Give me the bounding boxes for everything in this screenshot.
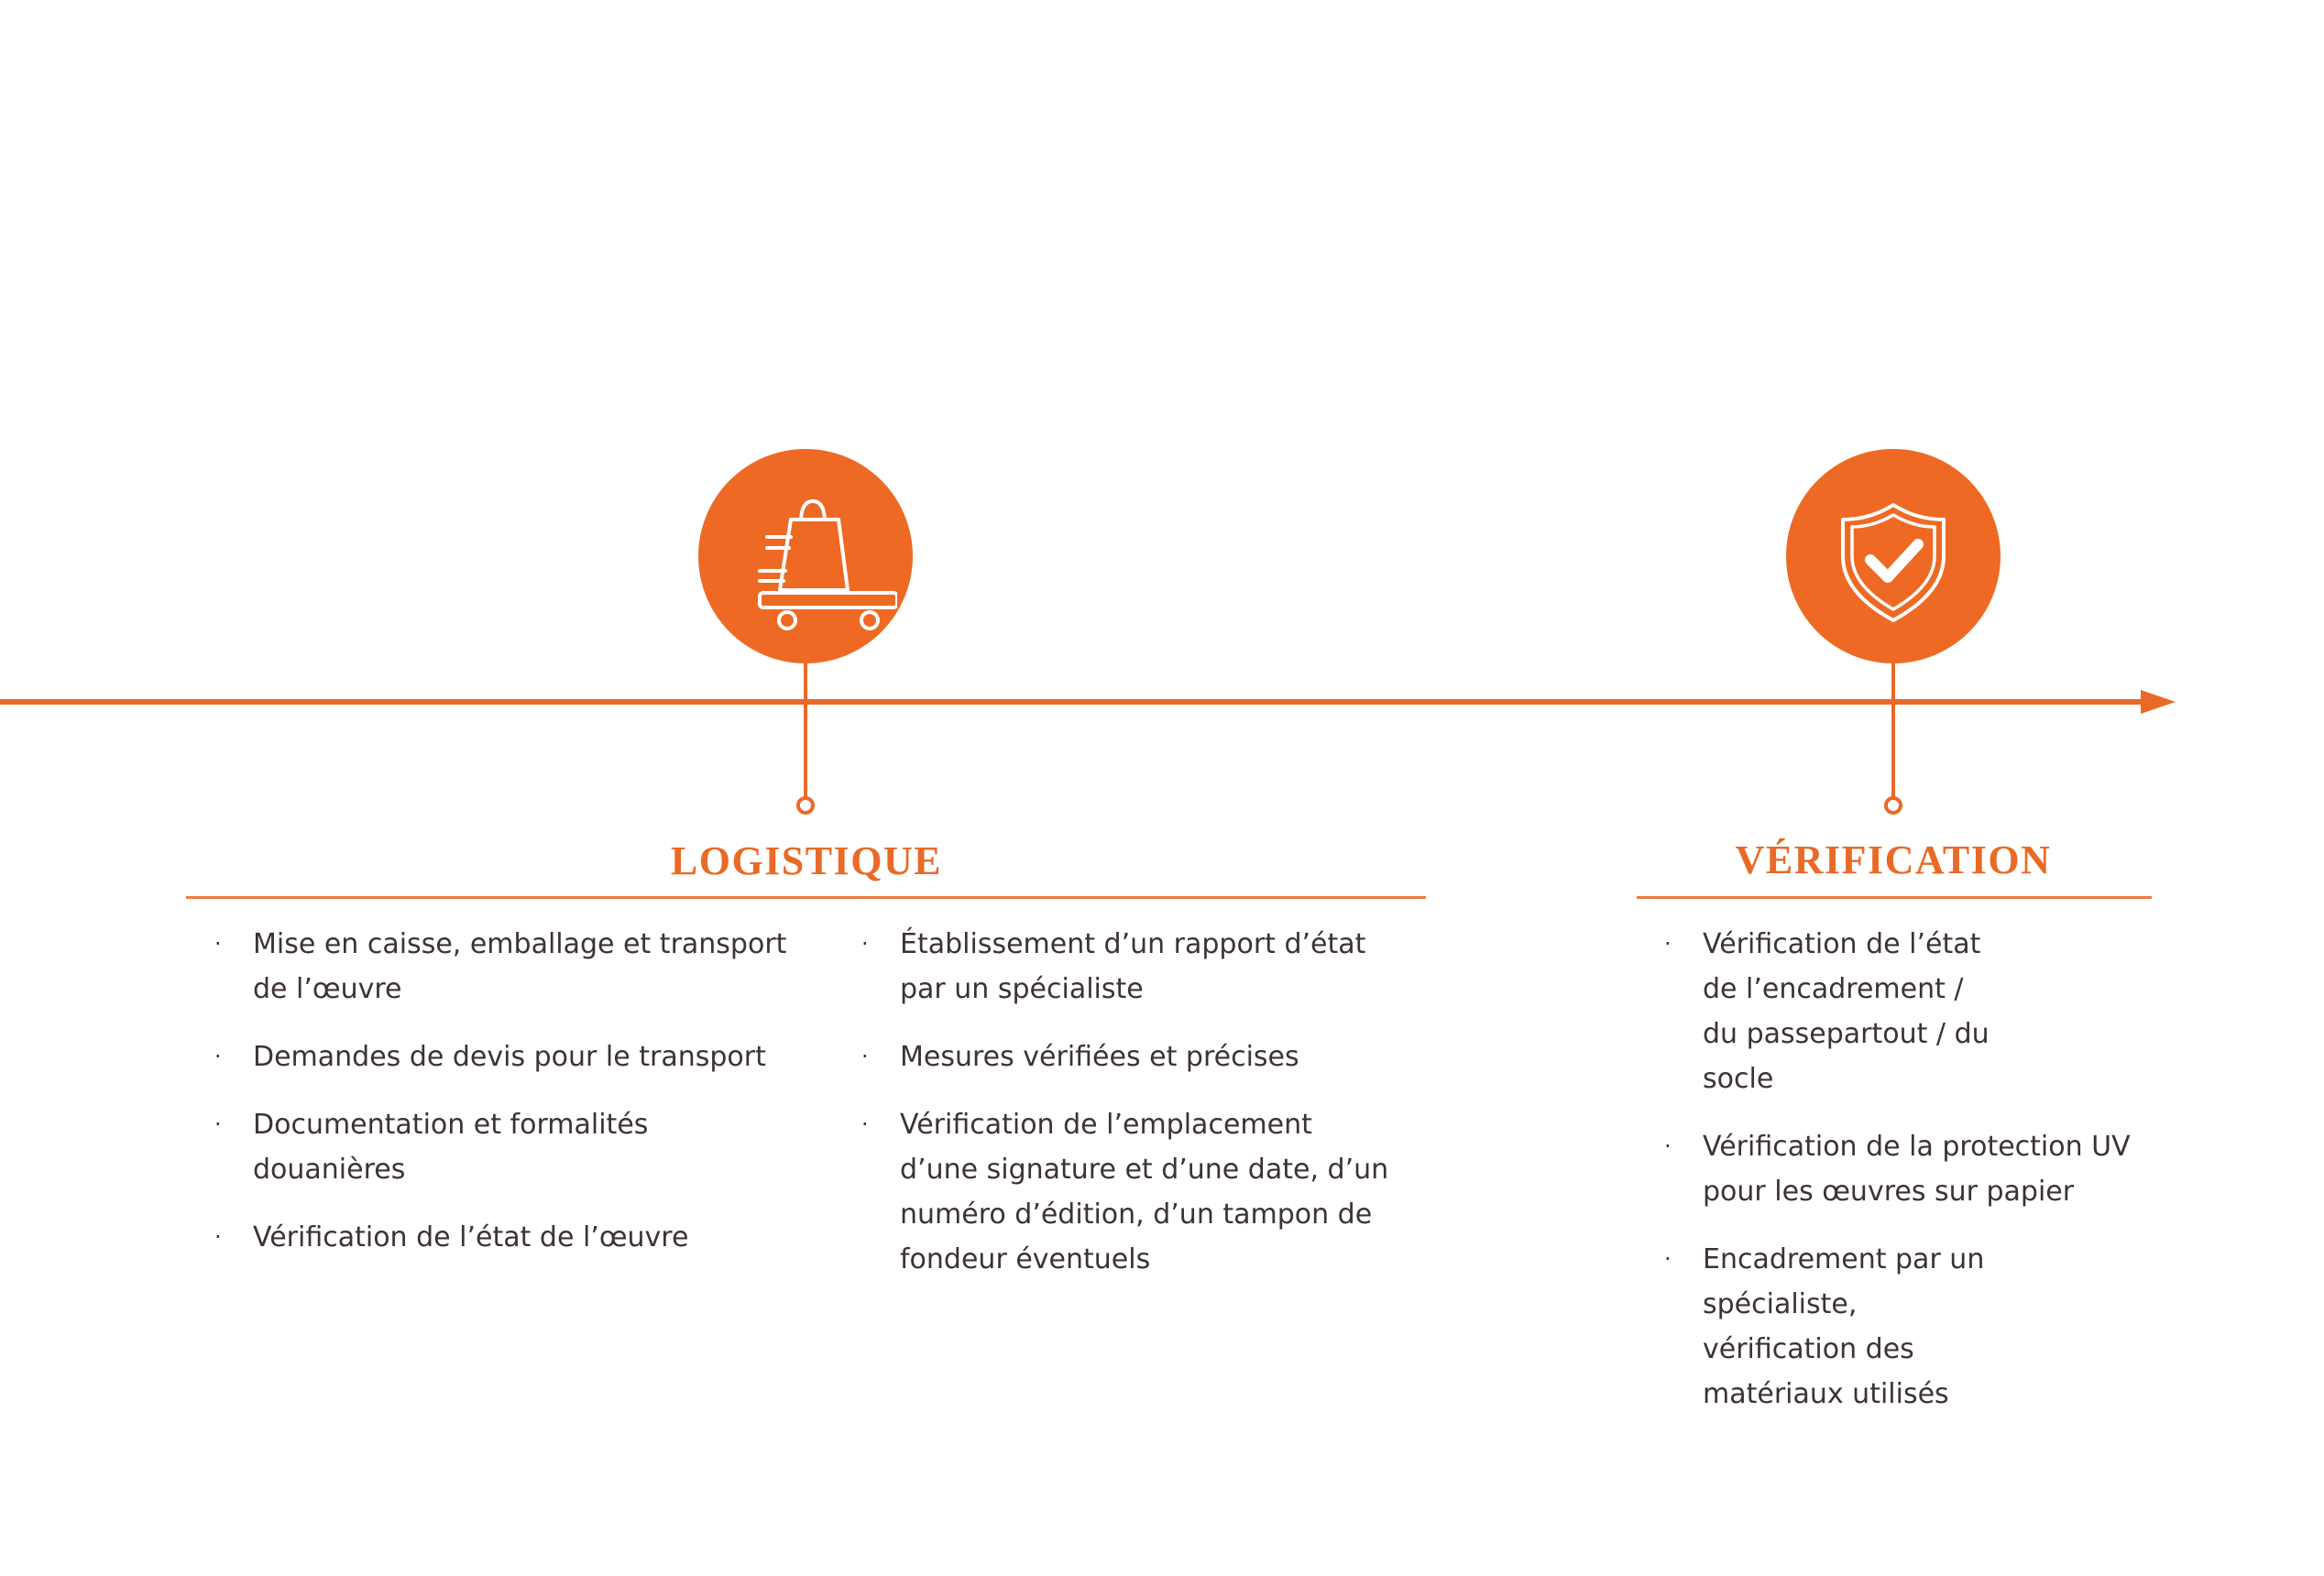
list-item-text: Encadrement par un spécialiste, vérification des matériaux utilisés <box>1703 1243 1985 1410</box>
list-item <box>861 1102 1393 1282</box>
list-item <box>214 1215 801 1260</box>
verification-endpoint <box>1884 796 1902 815</box>
verification-rule <box>1637 896 2152 899</box>
timeline-line <box>0 699 2146 705</box>
list-item-text: Mesures vérifiées et précises <box>900 1041 1299 1073</box>
list-item-text: Documentation et formalités douanières <box>253 1109 649 1186</box>
list-item <box>1664 1124 2141 1214</box>
bullet-marker: · <box>214 931 222 957</box>
timeline-arrowhead <box>2141 690 2176 714</box>
logistique-list-right <box>861 922 1393 1305</box>
list-item-text: Établissement d’un rapport d’état par un spécialiste <box>900 928 1366 1005</box>
logistique-list-left <box>214 922 801 1283</box>
bullet-marker: · <box>861 1044 869 1069</box>
bullet-marker: · <box>861 931 869 957</box>
shield-check-icon <box>1802 465 1985 648</box>
shopping-bag-cart-icon <box>714 465 897 648</box>
logistique-endpoint <box>796 796 815 815</box>
list-item-text: Demandes de devis pour le transport <box>253 1041 766 1073</box>
list-item <box>861 922 1393 1012</box>
list-item <box>214 1102 801 1192</box>
logistique-title: LOGISTIQUE <box>670 838 943 883</box>
list-item-text: Vérification de l’emplacement d’une signature et d’une date, d’un numéro d’édition, d’un tampon de fondeur éventuels <box>900 1109 1389 1275</box>
list-item-text: Mise en caisse, emballage et transport de l’œuvre <box>253 928 787 1005</box>
bullet-marker: · <box>214 1111 222 1137</box>
verification-connector <box>1891 662 1895 799</box>
bullet-marker: · <box>1664 1246 1672 1272</box>
bullet-marker: · <box>861 1111 869 1137</box>
list-item <box>214 922 801 1012</box>
list-item <box>861 1034 1393 1079</box>
list-item-text: Vérification de l’état de l’encadrement / du passepartout / du socle <box>1703 928 1990 1095</box>
logistique-icon-circle <box>698 449 913 663</box>
list-item-text: Vérification de l’état de l’œuvre <box>253 1221 689 1253</box>
list-item <box>214 1034 801 1079</box>
verification-icon-circle <box>1786 449 2001 663</box>
verification-title: VÉRIFICATION <box>1735 837 2052 882</box>
bullet-marker: · <box>214 1224 222 1250</box>
bullet-marker: · <box>214 1044 222 1069</box>
list-item-text: Vérification de la protection UV pour les œuvres sur papier <box>1703 1131 2131 1208</box>
logistique-connector <box>804 662 807 799</box>
verification-list <box>1664 922 2141 1439</box>
bullet-marker: · <box>1664 1133 1672 1159</box>
bullet-marker: · <box>1664 931 1672 957</box>
logistique-rule <box>186 896 1426 899</box>
list-item <box>1664 1237 2141 1417</box>
list-item <box>1664 922 2141 1101</box>
